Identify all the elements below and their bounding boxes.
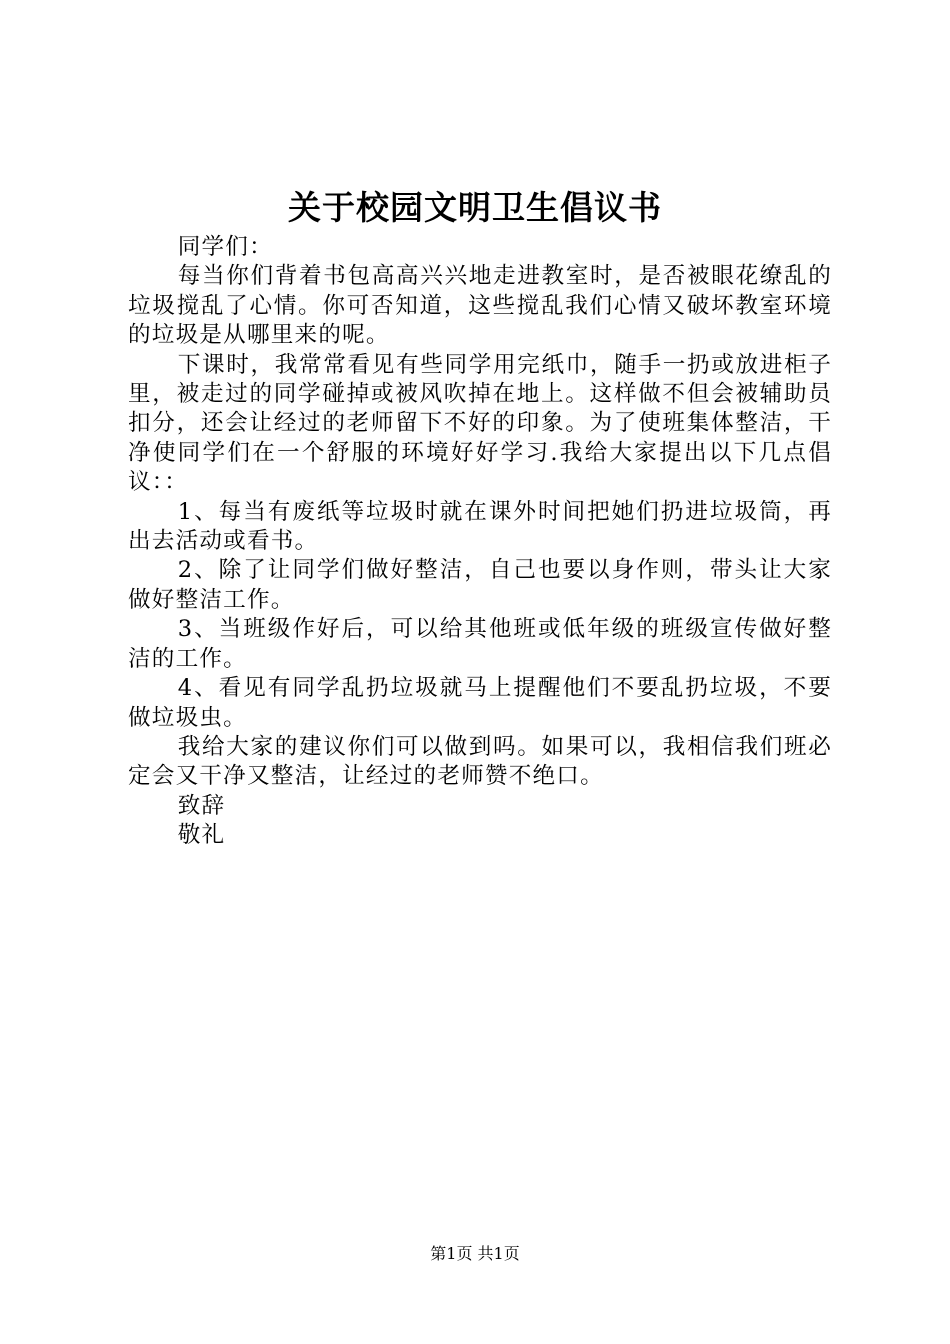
paragraph-intro: 每当你们背着书包高高兴兴地走进教室时，是否被眼花缭乱的垃圾搅乱了心情。你可否知道，这些搅乱我们心情又破坏教室环境的垃圾是从哪里来的呢。 xyxy=(128,263,832,349)
proposal-item-2: 2、除了让同学们做好整洁，自己也要以身作则，带头让大家做好整洁工作。 xyxy=(128,557,832,613)
proposal-item-1: 1、每当有废纸等垃圾时就在课外时间把她们扔进垃圾筒，再出去活动或看书。 xyxy=(128,498,832,555)
page-footer xyxy=(0,1242,950,1266)
proposal-item-4: 4、看见有同学乱扔垃圾就马上提醒他们不要乱扔垃圾，不要做垃圾虫。 xyxy=(128,675,832,731)
paragraph-conclusion: 我给大家的建议你们可以做到吗。如果可以，我相信我们班必定会又干净又整洁，让经过的老师赞不绝口。 xyxy=(128,733,832,790)
document-body xyxy=(128,233,832,851)
paragraph-observation: 下课时，我常常看见有些同学用完纸巾，随手一扔或放进柜子里，被走过的同学碰掉或被风吹掉在地上。这样做不但会被辅助员扣分，还会让经过的老师留下不好的印象。为了使班集体整洁，干净使同学们在一个舒服的环境好好学习.我给大家提出以下几点倡议：： xyxy=(128,351,832,496)
closing-line-1: 致辞 xyxy=(177,792,226,819)
closing-line-2: 敬礼 xyxy=(177,822,226,849)
proposal-item-3: 3、当班级作好后，可以给其他班或低年级的班级宣传做好整洁的工作。 xyxy=(128,616,832,672)
document-title: 关于校园文明卫生倡议书 xyxy=(288,188,662,227)
page-number-label: 第1页 共1页 xyxy=(430,1244,520,1263)
salutation: 同学们： xyxy=(177,234,273,260)
